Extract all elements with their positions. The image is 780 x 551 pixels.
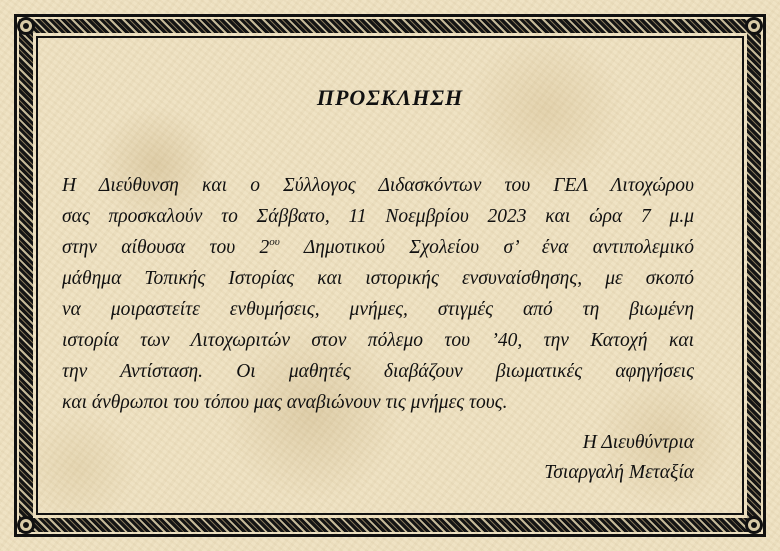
body-line-part: στην αίθουσα του 2 xyxy=(62,237,270,258)
body-line: Η Διεύθυνση και ο Σύλλογος Διδασκόντων του ΓΕΛ Λιτοχώρου xyxy=(62,175,694,196)
body-line-part: Δημοτικού Σχολείου σ’ ένα αντιπολεμικό xyxy=(279,237,694,258)
invitation-body xyxy=(62,170,694,418)
body-line: μάθημα Τοπικής Ιστορίας και ιστορικής ενσυναίσθησης, με σκοπό xyxy=(62,268,694,289)
body-line xyxy=(62,232,694,263)
corner-ornament-bottom-right xyxy=(745,516,763,534)
signature-role: Η Διευθύντρια xyxy=(582,432,694,453)
body-line: την Αντίσταση. Οι μαθητές διαβάζουν βιωματικές αφηγήσεις xyxy=(62,361,694,382)
ordinal-superscript: ου xyxy=(269,236,280,248)
body-line: σας προσκαλούν το Σάββατο, 11 Νοεμβρίου 2023 και ώρα 7 μ.μ xyxy=(62,206,694,227)
body-line: να μοιραστείτε ενθυμήσεις, μνήμες, στιγμές από τη βιωμένη xyxy=(62,299,694,320)
body-line: και άνθρωποι του τόπου μας αναβιώνουν τις μνήμες τους. xyxy=(62,392,508,413)
corner-ornament-top-right xyxy=(745,17,763,35)
signature-block xyxy=(544,428,694,488)
page-title: ΠΡΟΣΚΛΗΣΗ xyxy=(316,85,464,110)
corner-ornament-top-left xyxy=(17,17,35,35)
corner-ornament-bottom-left xyxy=(17,516,35,534)
signature-name: Τσιαργαλή Μεταξία xyxy=(544,462,694,483)
body-line: ιστορία των Λιτοχωριτών στον πόλεμο του ’40, την Κατοχή και xyxy=(62,330,694,351)
